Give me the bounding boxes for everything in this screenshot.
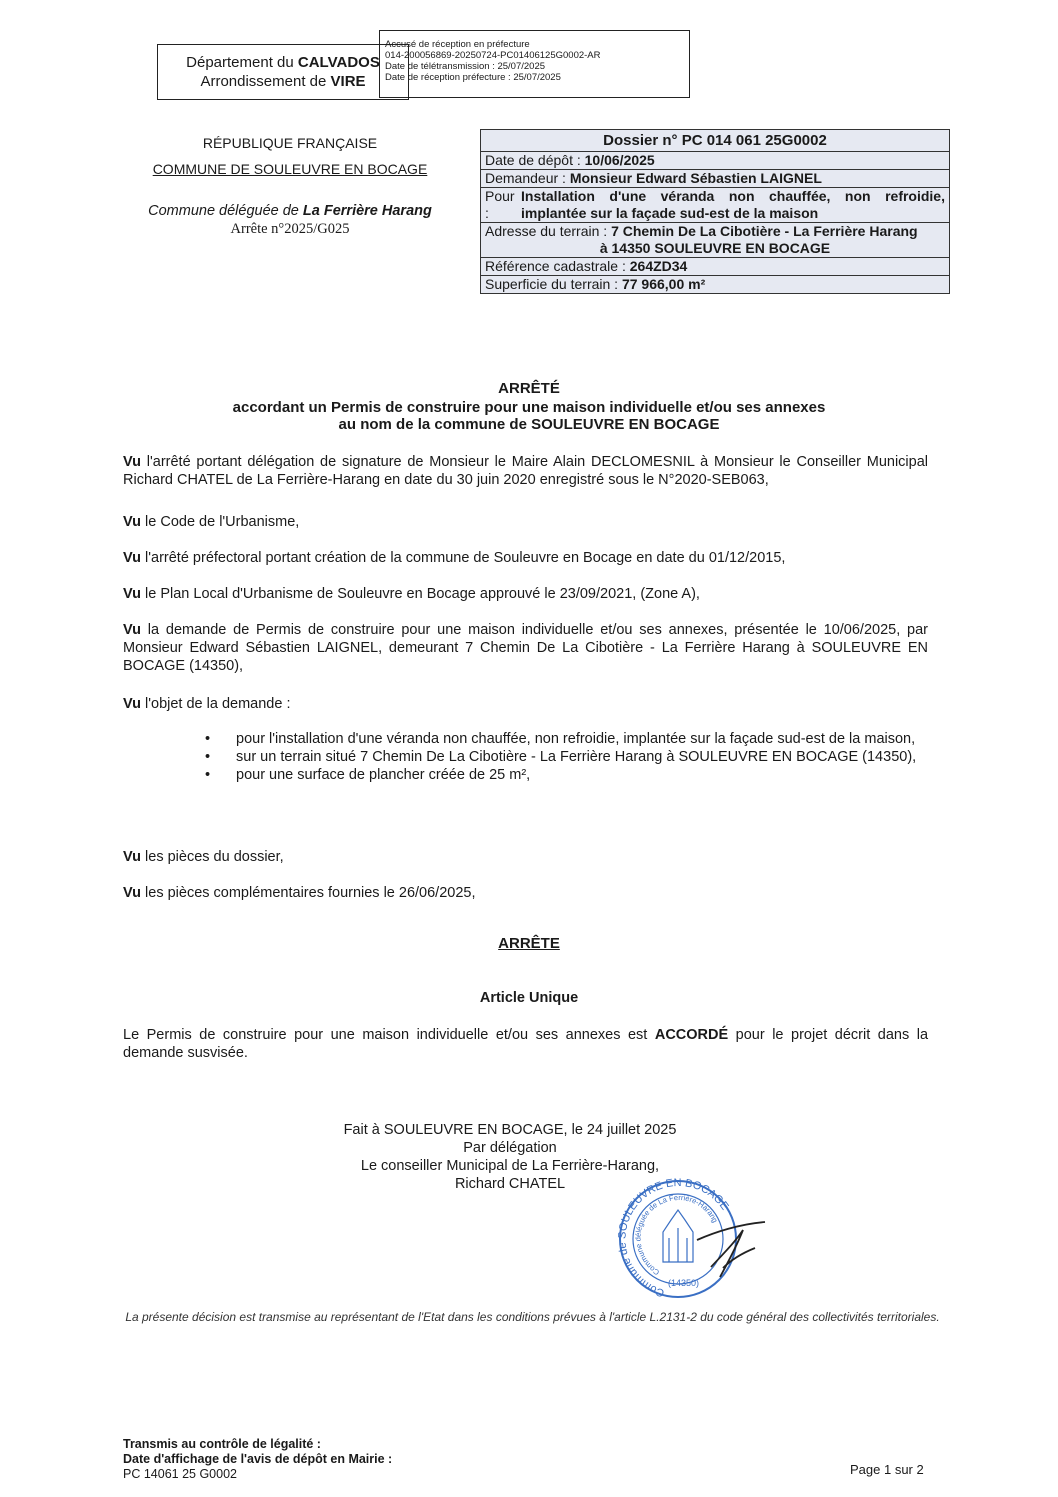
ar-line: Date de télétransmission : 25/07/2025 — [385, 61, 546, 72]
page-number: Page 1 sur 2 — [850, 1462, 924, 1477]
vu-text: le Plan Local d'Urbanisme de Souleuvre en Bocage approuvé le 23/09/2021, (Zone A), — [141, 586, 700, 602]
vu-text: les pièces du dossier, — [141, 849, 284, 865]
demandeur-value: Monsieur Edward Sébastien LAIGNEL — [569, 170, 822, 186]
pour-value: Installation d'une véranda non chauffée, non refroidie, implantée sur la façade sud-est de la maison — [521, 188, 945, 221]
ar-line: 014-200056869-20250724-PC01406125G0002-AR — [385, 50, 601, 61]
ref-value: 264ZD34 — [629, 258, 688, 274]
vu-text: le Code de l'Urbanisme, — [141, 514, 300, 530]
depot-value: 10/06/2025 — [584, 152, 655, 168]
list-item: • pour l'installation d'une véranda non chauffée, non refroidie, implantée sur la façade sud-est de la maison, — [205, 730, 930, 748]
demandeur-label: Demandeur : — [485, 170, 570, 186]
vu-text: les pièces complémentaires fournies le 26/06/2025, — [141, 885, 476, 901]
demandeur-row — [481, 170, 950, 188]
dept-name: CALVADOS — [297, 54, 380, 71]
handwritten-signature — [697, 1222, 765, 1277]
ar-line: Accusé de réception en préfecture — [385, 39, 530, 50]
vu-paragraph — [123, 884, 928, 902]
adresse-label: Adresse du terrain : — [485, 223, 612, 239]
superficie-row — [481, 276, 950, 294]
seal-code: (14350) — [668, 1278, 700, 1288]
vu-paragraph — [123, 695, 928, 713]
vu-text: la demande de Permis de construire pour une maison individuelle et/ou ses annexes, présentée le 10/06/2025, par Monsieur Edward Sébastien LAIGNEL, demeurant 7 Chemin De La Cibotière - La Ferrière Harang à SOULEUVRE EN BOCAGE (14350), — [123, 622, 928, 674]
signature-place-date: Fait à SOULEUVRE EN BOCAGE, le 24 juillet 2025 — [343, 1122, 677, 1138]
article-heading: Article Unique — [479, 990, 579, 1006]
vu-paragraph — [123, 585, 928, 603]
seal-inner-text: Commune déléguée de La Ferrière-Harang — [633, 1192, 720, 1278]
delegated-commune — [130, 202, 450, 238]
decision-accorde: ACCORDÉ — [654, 1027, 729, 1043]
vu-text: l'objet de la demande : — [141, 696, 291, 712]
pc-reference: PC 14061 25 G0002 — [123, 1467, 237, 1481]
depot-label: Date de dépôt : — [485, 152, 585, 168]
vu-paragraph — [123, 513, 928, 531]
vu-text: l'arrêté préfectoral portant création de la commune de Souleuvre en Bocage en date du 01/12/2015, — [141, 550, 786, 566]
vu-word: Vu — [123, 622, 141, 638]
dossier-table — [480, 129, 950, 294]
vu-word: Vu — [123, 849, 141, 865]
superficie-value: 77 966,00 m² — [621, 276, 706, 292]
vu-word: Vu — [123, 514, 141, 530]
superficie-label: Superficie du terrain : — [485, 276, 622, 292]
dept-label: Département du — [186, 54, 298, 71]
arrete-heading: ARRÊTÉ — [498, 380, 560, 397]
seal-outer-text: Commune de SOULEUVRE EN BOCAGE — [616, 1176, 731, 1299]
bottom-info — [123, 1437, 392, 1482]
vu-word: Vu — [123, 454, 141, 470]
adresse-value: 7 Chemin De La Cibotière - La Ferrière Harang — [611, 223, 918, 239]
vu-word: Vu — [123, 885, 141, 901]
arrete-number: Arrête n°2025/G025 — [230, 221, 350, 237]
vu-paragraph — [123, 621, 928, 675]
decision-text: Le Permis de construire pour une maison individuelle et/ou ses annexes est — [123, 1027, 655, 1043]
adresse-row — [481, 223, 950, 258]
commune-seal — [615, 1172, 775, 1302]
vu-paragraph — [123, 848, 928, 866]
vu-paragraph — [123, 453, 928, 489]
signature-role: Le conseiller Municipal de La Ferrière-Harang, — [360, 1158, 660, 1174]
pour-label: Pour : — [485, 188, 515, 221]
vu-word: Vu — [123, 550, 141, 566]
list-item: • pour une surface de plancher créée de 25 m², — [205, 766, 930, 784]
dossier-title: Dossier n° PC 014 061 25G0002 — [481, 130, 950, 152]
ref-row — [481, 258, 950, 276]
adresse-city: à 14350 SOULEUVRE EN BOCAGE — [599, 240, 831, 256]
decision-text-end: pour le projet décrit dans la demande susvisée. — [123, 1027, 929, 1061]
depot-row — [481, 152, 950, 170]
arrete-decision-heading: ARRÊTE — [498, 935, 560, 952]
list-item: • sur un terrain situé 7 Chemin De La Cibotière - La Ferrière Harang à SOULEUVRE EN BOCAGE (14350), — [205, 748, 930, 766]
affichage-label: Date d'affichage de l'avis de dépôt en Mairie : — [123, 1452, 393, 1466]
deleg-prefix: Commune déléguée de — [148, 203, 303, 219]
signature-name: Richard CHATEL — [454, 1176, 566, 1192]
republic-heading — [130, 135, 450, 187]
ar-stamp-box — [379, 30, 690, 98]
arrondissement-name: VIRE — [330, 73, 366, 90]
object-list — [205, 730, 930, 784]
deleg-name: La Ferrière Harang — [302, 203, 432, 219]
commune-title: COMMUNE DE SOULEUVRE EN BOCAGE — [152, 161, 428, 177]
ref-label: Référence cadastrale : — [485, 258, 630, 274]
arrondissement-label: Arrondissement de — [200, 73, 331, 90]
vu-paragraph — [123, 549, 928, 567]
vu-word: Vu — [123, 696, 141, 712]
vu-text: l'arrêté portant délégation de signature de Monsieur le Maire Alain DECLOMESNIL à Monsieur le Conseiller Municipal Richard CHATEL de La Ferrière-Harang en date du 30 juin 2020 enregistré sous le N°2020-SEB063, — [123, 454, 928, 488]
republic-title: RÉPUBLIQUE FRANÇAISE — [202, 135, 378, 151]
pour-row — [481, 188, 950, 223]
signature-delegation: Par délégation — [463, 1140, 557, 1156]
department-box — [157, 44, 409, 100]
decision-paragraph — [123, 1026, 928, 1062]
arrete-subtitle: accordant un Permis de construire pour une maison individuelle et/ou ses annexes — [232, 399, 826, 416]
seal-emblem — [663, 1210, 693, 1262]
legal-footnote: La présente décision est transmise au représentant de l'Etat dans les conditions prévues à l'article L.2131-2 du code général des collectivités territoriales. — [125, 1310, 940, 1324]
ar-line: Date de réception préfecture : 25/07/2025 — [385, 72, 561, 83]
arrete-subtitle-2: au nom de la commune de SOULEUVRE EN BOCAGE — [338, 416, 720, 433]
vu-word: Vu — [123, 586, 141, 602]
transmission-label: Transmis au contrôle de légalité : — [123, 1437, 321, 1451]
